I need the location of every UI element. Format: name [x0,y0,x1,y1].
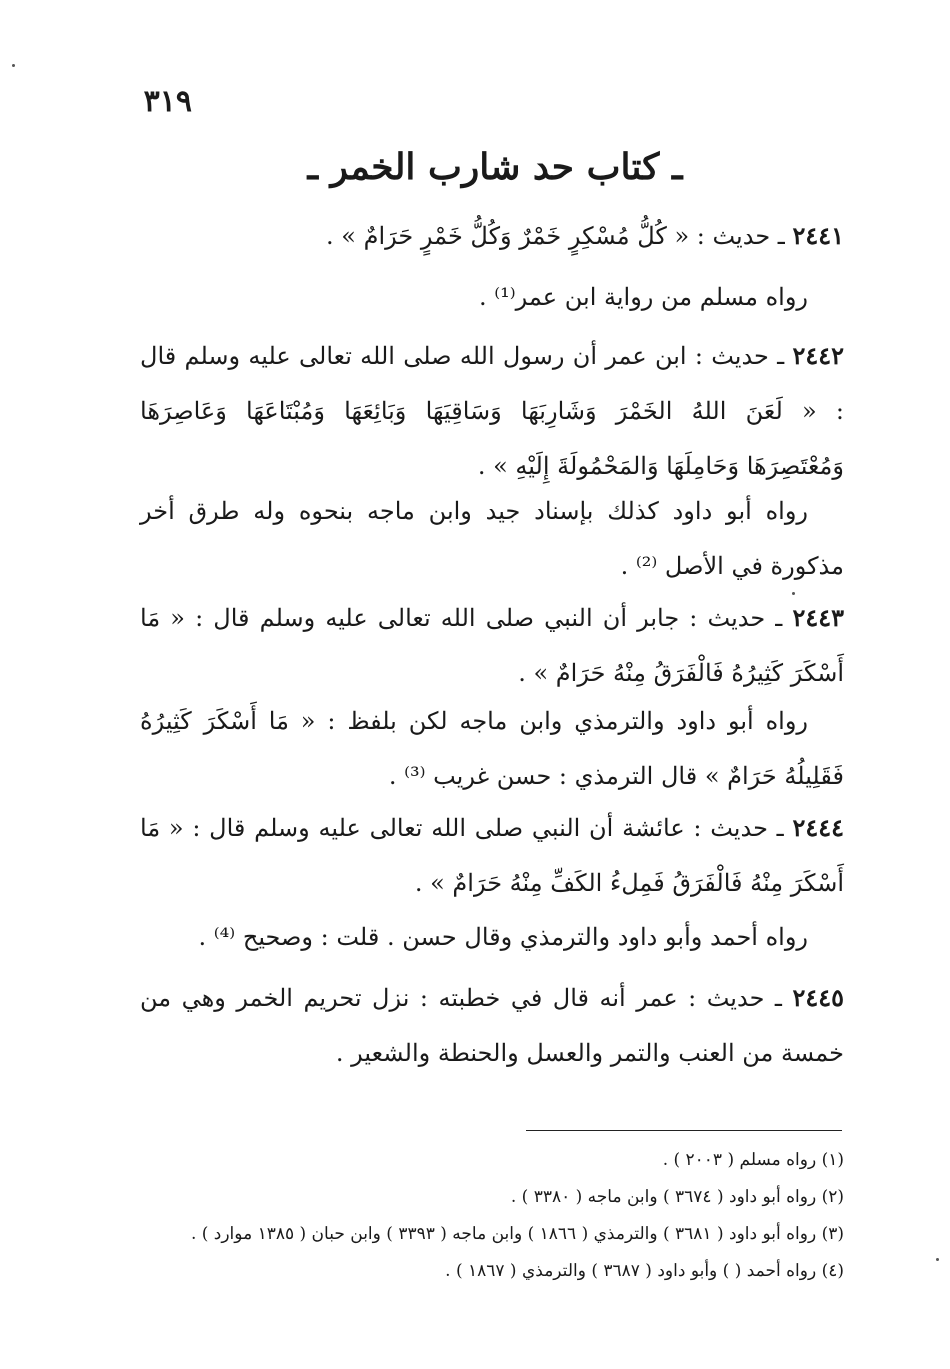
hadith-number: ٢٤٤٢ [792,341,844,370]
scan-speck [792,592,795,595]
hadith-text: ـ حديث : عمر أنه قال في خطبته : نزل تحريم الخمر وهي من خمسة من العنب والتمر والعسل والحنطة والشعير . [140,984,844,1067]
footnote: (٢) رواه أبو داود ( ٣٦٧٤ ) وابن ماجه ( ٣٣٨٠ ) . [510,1187,844,1207]
hadith-text: ـ حديث : عائشة أن النبي صلى الله تعالى عليه وسلم قال : « مَا أَسْكَرَ مِنْهُ فَالْفَرَقُ فَمِلءُ الكَفِّ مِنْهُ حَرَامٌ » . [140,814,844,897]
narration-note [140,694,844,804]
hadith-entry [140,800,844,911]
hadith-number: ٢٤٤٥ [792,983,844,1012]
hadith-text: ـ حديث : ابن عمر أن رسول الله صلى الله تعالى عليه وسلم قال : « لَعَنَ اللهُ الخَمْرَ وَشَارِبَهَا وَسَاقِيَهَا وَبَائِعَهَا وَمُبْتَاعَهَا وَعَاصِرَهَا وَمُعْتَصِرَهَا وَحَامِلَهَا وَالمَحْمُولَةَ إِلَيْهِ » . [140,342,844,480]
narration-text: رواه أحمد وأبو داود والترمذي وقال حسن . قلت : وصحيح ⁽⁴⁾ . [198,923,808,951]
hadith-number: ٢٤٤٤ [792,813,844,842]
hadith-number: ٢٤٤١ [792,221,844,250]
hadith-text: ـ حديث : جابر أن النبي صلى الله تعالى عليه وسلم قال : « مَا أَسْكَرَ كَثِيرُهُ فَالْفَرَقُ مِنْهُ حَرَامٌ » . [140,604,844,687]
hadith-entry [140,328,844,494]
chapter-title: ـ كتاب حد شارب الخمر ـ [307,146,683,188]
narration-text: رواه أبو داود والترمذي وابن ماجه لكن بلفظ : « مَا أَسْكَرَ كَثِيرُهُ فَقَلِيلُهُ حَرَامٌ » قال الترمذي : حسن غريب ⁽³⁾ . [140,707,844,790]
narration-text: رواه مسلم من رواية ابن عمر⁽¹⁾ . [479,283,808,311]
hadith-entry [140,970,844,1081]
scan-speck [12,64,15,67]
page-number: ٣١٩ [143,84,192,119]
scan-speck [936,1258,939,1261]
footnote: (٣) رواه أبو داود ( ٣٦٨١ ) والترمذي ( ١٨٦٦ ) وابن ماجه ( ٣٣٩٣ ) وابن حبان ( ١٣٨٥ موارد ) . [190,1224,844,1244]
hadith-entry [140,590,844,701]
hadith-entry [140,208,844,264]
footnote-divider [526,1130,842,1131]
narration-note [140,270,844,325]
footnotes [140,1142,844,1290]
narration-text: رواه أبو داود كذلك بإسناد جيد وابن ماجه بنحوه وله طرق أخر مذكورة في الأصل ⁽²⁾ . [140,497,844,580]
footnote: (٤) رواه أحمد ( ) وأبو داود ( ٣٦٨٧ ) والترمذي ( ١٨٦٧ ) . [445,1261,844,1281]
hadith-text: ـ حديث : « كُلُّ مُسْكِرٍ خَمْرٌ وَكُلُّ خَمْرٍ حَرَامٌ » . [326,222,793,250]
narration-note [140,484,844,594]
footnote: (١) رواه مسلم ( ٢٠٠٣ ) . [662,1150,844,1170]
hadith-number: ٢٤٤٣ [792,603,844,632]
narration-note [140,910,844,965]
